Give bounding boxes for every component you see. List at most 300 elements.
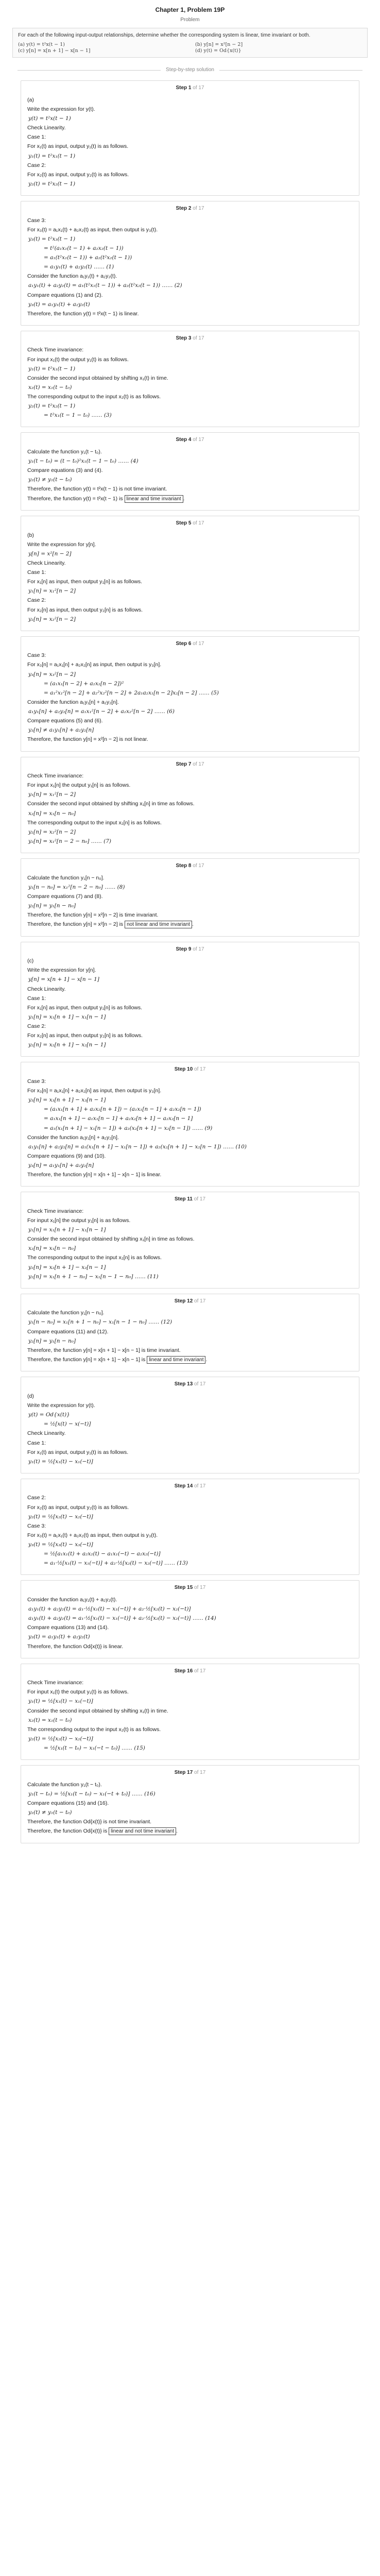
step-header — [27, 946, 353, 953]
step-line-text: Case 1: — [27, 569, 46, 575]
step-text-line — [27, 801, 353, 807]
step-equation — [28, 671, 353, 678]
step-text-line — [27, 1078, 353, 1085]
step-equation — [28, 588, 353, 595]
step-text-line — [27, 1172, 353, 1178]
step-text-line — [27, 1523, 353, 1530]
step-line-text: Consider the second input obtained by shifting x₁(t) in time. — [27, 375, 168, 381]
step-text-line — [27, 773, 353, 779]
step-equation — [28, 384, 353, 391]
step-count: of 17 — [193, 437, 204, 443]
step-count: of 17 — [193, 520, 204, 526]
step-card — [21, 942, 359, 1057]
step-line-text: Check Linearity. — [27, 986, 66, 992]
step-line-text: y₃[n] = a₁y₁[n] + a₂y₂[n] — [28, 1162, 94, 1168]
step-line-text: Case 3: — [27, 652, 46, 659]
step-line-text: Write the expression for y(t). — [27, 1402, 95, 1409]
step-count: of 17 — [193, 85, 204, 91]
step-text-line — [27, 893, 353, 900]
final-answer-box: linear and not time invariant — [109, 1827, 176, 1835]
step-text-line: Therefore, the function y(t) = t²x(t − 1) is linear and time invariant . — [27, 495, 185, 502]
step-line-text: y[n] = x[n + 1] − x[n − 1] — [28, 976, 99, 983]
problem-part-b: (b) y[n] = x²[n − 2] — [195, 42, 243, 47]
step-equation — [28, 1615, 353, 1622]
step-card — [21, 1765, 359, 1843]
step-text-line — [27, 1032, 353, 1039]
step-text-line — [27, 662, 353, 668]
step-line-text: y₃[n] ≠ a₁y₁[n] + a₂y₂[n] — [28, 727, 94, 734]
step-label: Step 2 — [176, 206, 192, 211]
step-line-text: Calculate the function y₁[n − n₀]. — [27, 1310, 105, 1316]
step-line-text: Therefore, the function y(t) = t²x(t − 1) is not time invariant. — [27, 486, 167, 493]
step-line-text: Check Time invariance: — [27, 347, 84, 353]
step-label: Step 5 — [176, 520, 192, 526]
step-equation — [28, 181, 353, 188]
step-equation — [28, 477, 353, 483]
step-text-line — [27, 1023, 353, 1030]
step-equation — [28, 282, 353, 289]
step-line-text: Write the expression for y[n]. — [27, 967, 96, 974]
step-line-text: y₂(t) = t²x₂(t − 1) — [28, 403, 76, 410]
problem-statement — [12, 28, 368, 58]
step-line-text: y₁[n] = x₁²[n − 2] — [28, 588, 76, 595]
step-line-text: For input x₁[n] the output y₁[n] is as follows. — [27, 782, 131, 789]
step-text-line — [27, 1800, 353, 1807]
step-line-text: Case 3: — [27, 1522, 46, 1529]
page-subtitle: Problem — [180, 17, 200, 23]
step-count: of 17 — [194, 1196, 206, 1202]
step-text-line — [27, 162, 353, 169]
step-line-text: The corresponding output to the input x₂[n] is as follows. — [27, 819, 162, 826]
step-line-text: Check Time invariance: — [27, 773, 84, 779]
steps-container — [7, 80, 373, 1843]
step-text-line — [27, 1088, 353, 1094]
step-line-text: Case 1: — [27, 134, 46, 141]
final-answer-box: not linear and time invariant — [125, 921, 192, 928]
step-line-text: Consider the function a₁y₁(t) + a₂y₂(t). — [27, 1596, 117, 1603]
step-header — [27, 1298, 353, 1305]
step-card — [21, 1062, 359, 1187]
step-equation — [28, 1162, 353, 1169]
step-label: Step 15 — [174, 1585, 193, 1591]
step-line-text: y₂[n] = x₂²[n − 2] — [28, 828, 76, 835]
step-line-text: y₃[n] = x₃²[n − 2] — [28, 671, 76, 677]
step-header — [27, 335, 353, 342]
step-count: of 17 — [194, 1770, 206, 1776]
step-line-text: a₁y₁[n] + a₂y₂[n] = a₁(x₁[n + 1] − x₁[n − 1]) + a₂(x₂[n + 1] − x₂[n − 1]) …… (10) — [28, 1143, 247, 1150]
step-text-line — [27, 1134, 353, 1141]
step-line-text: Case 1: — [27, 1439, 46, 1446]
step-line-text: Therefore, the function y[n] = x²[n − 2] is — [27, 921, 124, 928]
step-header — [27, 437, 353, 444]
step-text-line — [27, 958, 353, 964]
step-line-text: Check Time invariance: — [27, 1208, 84, 1214]
step-line-text: y₂[n] = x₁[n + 1 − n₀] − x₁[n − 1 − n₀] …… (11) — [28, 1273, 159, 1280]
step-header — [27, 1381, 353, 1388]
step-line-text: Compare equations (7) and (8). — [27, 893, 103, 900]
step-line-text: x₂[n] = x₁[n − n₀] — [28, 1245, 76, 1252]
step-line-text: y₁[n − n₀] = x₁[n + 1 − n₀] − x₁[n − 1 − n₀] …… (12) — [28, 1319, 172, 1326]
step-equation-continued — [28, 1115, 353, 1122]
step-header — [27, 641, 353, 648]
step-header — [27, 761, 353, 768]
step-text-line — [27, 1708, 353, 1715]
step-text-line — [27, 1153, 353, 1160]
step-label: Step 16 — [174, 1668, 193, 1674]
step-line-text: Case 2: — [27, 162, 46, 168]
step-line-text: For x₁[n] as input, then output y₁[n] is as follows. — [27, 1004, 143, 1011]
step-header — [27, 863, 353, 870]
problem-parts — [18, 42, 362, 54]
step-line-text: Therefore, the function y[n] = x²[n − 2] is time invariant. — [27, 912, 159, 918]
step-line-text: y₂(t) = ½[x₂(t) − x₂(−t)] — [28, 1513, 93, 1520]
step-card — [21, 757, 359, 854]
step-line-text: Consider the second input obtained by shifting x₁[n] in time as follows. — [27, 801, 195, 807]
step-equation — [28, 1097, 353, 1104]
step-line-text: Check Linearity. — [27, 125, 66, 131]
step-line-text: y₁(t) = ½[x₁(t) − x₁(−t)] — [28, 1698, 93, 1705]
step-text-line — [27, 273, 353, 280]
step-count: of 17 — [194, 1668, 206, 1674]
step-line-text: a₁y₁(t) + a₂y₂(t) = a₁·½[x₁(t) − x₁(−t)] + a₂·½[x₂(t) − x₂(−t)] …… (14) — [28, 1615, 216, 1622]
step-line-text: Case 1: — [27, 995, 46, 1002]
step-line-text: Write the expression for y(t). — [27, 106, 95, 112]
step-equation — [28, 1514, 353, 1520]
step-card — [21, 1294, 359, 1372]
step-line-text: y₂[n] = x₂[n + 1] − x₂[n − 1] — [28, 1042, 106, 1048]
step-equation — [28, 1014, 353, 1021]
step-card — [21, 1479, 359, 1575]
step-text-line — [27, 217, 353, 224]
step-header — [27, 1668, 353, 1675]
step-line-text: y₁(t) = t²x₁(t − 1) — [28, 152, 76, 159]
step-text-line — [27, 1430, 353, 1437]
step-equation — [28, 1736, 353, 1742]
step-line-text: Therefore, the function Od{x(t)} is linear. — [27, 1643, 124, 1650]
step-line-text: For x₃[n] = a₁x₁[n] + a₂x₂[n] as input, then output is y₃[n]. — [27, 1088, 162, 1094]
step-line-text: The corresponding output to the input x₂[n] is as follows. — [27, 1255, 162, 1261]
step-line-text: (d) — [27, 1393, 34, 1399]
step-text-line — [27, 699, 353, 706]
step-line-text: Compare equations (15) and (16). — [27, 1800, 109, 1806]
step-text-line — [27, 1532, 353, 1539]
step-line-text: = a₁y₁(t) + a₂y₂(t) …… (1) — [44, 264, 114, 270]
step-text-line — [27, 1819, 353, 1825]
step-equation — [28, 1412, 353, 1418]
step-line-text: Therefore, the function y(t) = t²x(t − 1) is linear. — [27, 310, 139, 317]
page-title: Chapter 1, Problem 19P — [155, 6, 225, 13]
step-line-text: Therefore, the function y[n] = x²[n − 2] is not linear. — [27, 736, 148, 743]
step-line-text: y₁(t − t₀) = (t − t₀)²x₁(t − 1 − t₀) …… (4) — [28, 458, 139, 464]
step-line-text: Case 3: — [27, 1078, 46, 1084]
step-line-text: = t²(a₁x₁(t − 1) + a₂x₂(t − 1)) — [44, 245, 124, 251]
step-text-line — [27, 736, 353, 743]
step-equation — [28, 236, 353, 243]
step-card — [21, 636, 359, 752]
step-text-line — [27, 560, 353, 567]
step-line-text: For x₂(t) as input, output y₂(t) is as follows. — [27, 171, 129, 178]
step-line-text: = a₁(x₁[n + 1] − x₁[n − 1]) + a₂(x₂[n + 1] − x₂[n − 1]) …… (9) — [44, 1125, 213, 1131]
step-line-text: y₁[n] = x₁[n + 1] − x₁[n − 1] — [28, 1013, 106, 1020]
step-line-text: x₂[n] = x₁[n − n₀] — [28, 810, 76, 817]
step-label: Step 1 — [176, 85, 192, 91]
step-equation — [28, 1264, 353, 1271]
step-card — [21, 201, 359, 326]
step-line-text: (a) — [27, 96, 34, 103]
step-line-text: y₂[n] = x₁²[n − 2 − n₀] …… (7) — [28, 838, 112, 844]
step-text-line — [27, 541, 353, 548]
step-count: of 17 — [193, 946, 204, 952]
step-text-line — [27, 227, 353, 233]
step-line-text: Check Linearity. — [27, 1430, 66, 1437]
step-line-text: Case 2: — [27, 1495, 46, 1501]
final-answer-box: linear and time invariant — [125, 495, 183, 503]
step-text-line — [27, 172, 353, 178]
step-text-line — [27, 652, 353, 659]
step-line-text: Therefore, the function Od{x(t)} is not time invariant. — [27, 1819, 152, 1825]
step-equation-continued — [28, 1560, 353, 1567]
step-equation-continued — [28, 1421, 353, 1428]
step-line-text: y[n] = x²[n − 2] — [28, 550, 72, 557]
step-equation — [28, 551, 353, 557]
step-text-line — [27, 1347, 353, 1354]
step-text-line — [27, 1310, 353, 1316]
step-equation — [28, 727, 353, 734]
step-text-line — [27, 1236, 353, 1243]
problem-text: For each of the following input-output relationships, determine whether the corresponding system is linear, time invariant or both. — [18, 32, 310, 38]
step-text-line — [27, 607, 353, 614]
step-header — [27, 1196, 353, 1203]
step-line-text: y₃(t) = t²x₃(t − 1) — [28, 235, 76, 242]
step-label: Step 6 — [176, 640, 192, 647]
step-line-text: y₃(t) = ½[x₃(t) − x₃(−t)] — [28, 1541, 93, 1548]
step-line-text: For x₂[n] as input, then output y₂[n] is as follows. — [27, 606, 143, 613]
step-line-text: = ½[x₁(t − t₀) − x₁(−t − t₀)] …… (15) — [44, 1745, 145, 1751]
step-line-text: y₂(t) = ½[x₂(t) − x₂(−t)] — [28, 1735, 93, 1742]
step-line-text: Check Linearity. — [27, 560, 66, 566]
step-text-line — [27, 995, 353, 1002]
step-header — [27, 206, 353, 212]
step-count: of 17 — [193, 761, 204, 767]
step-text-line — [27, 143, 353, 150]
step-line-text: For input x₁[n] the output y₁[n] is as follows. — [27, 1217, 131, 1224]
step-text-line — [27, 1329, 353, 1335]
step-line-text: y₁(t) = t²x₁(t − 1) — [28, 365, 76, 372]
step-text-line — [27, 820, 353, 826]
step-count: of 17 — [194, 1298, 206, 1304]
step-line-text: y₁[n] = x₁[n + 1] − x₁[n − 1] — [28, 1227, 106, 1233]
step-equation — [28, 1541, 353, 1548]
step-line-text: y₁[n] = x₁²[n − 2] — [28, 791, 76, 798]
step-text-line — [27, 1255, 353, 1261]
step-count: of 17 — [193, 863, 204, 869]
step-text-line — [27, 569, 353, 576]
step-line-text: Calculate the function y₁(t − t₀). — [27, 448, 102, 455]
step-line-text: Therefore, the function y[n] = x[n + 1] − x[n − 1] is — [27, 1356, 146, 1363]
step-label: Step 10 — [174, 1066, 193, 1073]
step-equation — [28, 1634, 353, 1640]
step-text-line — [27, 1495, 353, 1501]
step-line-text: y(t) = Od{x(t)} — [28, 1412, 70, 1418]
step-line-text: y₂(t) = t²x₂(t − 1) — [28, 180, 76, 187]
step-text-line — [27, 375, 353, 382]
step-line-text: y₃[n] = x₃[n + 1] − x₃[n − 1] — [28, 1097, 106, 1104]
step-line-text: = (a₁x₁[n + 1] + a₂x₂[n + 1]) − (a₁x₁[n − 1] + a₂x₂[n − 1]) — [44, 1106, 201, 1113]
step-line-text: = ½[a₁x₁(t) + a₂x₂(t) − a₁x₁(−t) − a₂x₂(−t)] — [44, 1551, 161, 1557]
step-card — [21, 432, 359, 511]
step-line-text: For x₃(t) = a₁x₁(t) + a₂x₂(t) as input, then output is y₃(t). — [27, 1532, 158, 1538]
step-line-text: For input x₁(t) the output y₁(t) is as follows. — [27, 1689, 129, 1696]
step-line-text: = a₁²x₁²[n − 2] + a₂²x₂²[n − 2] + 2a₁a₂x₁[n − 2]x₂[n − 2] …… (5) — [44, 689, 219, 696]
step-text-line — [27, 912, 353, 919]
step-text-line — [27, 1440, 353, 1447]
step-line-text: For x₂(t) as input, output y₂(t) is as follows. — [27, 1504, 129, 1511]
step-line-text: Therefore, the function Od{x(t)} is — [27, 1828, 108, 1835]
step-equation — [28, 1717, 353, 1724]
step-line-text: Case 3: — [27, 217, 46, 224]
step-text-line — [27, 875, 353, 882]
step-line-text: For x₁(t) as input, output y₁(t) is as follows. — [27, 143, 129, 150]
step-line-text: For x₁(t) as input, output y₁(t) is as follows. — [27, 1449, 129, 1455]
step-line-text: y₃(t) = a₁y₁(t) + a₂y₂(t) — [28, 301, 90, 308]
step-line-text: (b) — [27, 532, 34, 538]
step-text-line — [27, 1726, 353, 1733]
step-line-text: Consider the second input obtained by shifting x₁(t) in time. — [27, 1707, 168, 1714]
step-card — [21, 858, 359, 937]
step-line-text: Compare equations (11) and (12). — [27, 1328, 109, 1335]
step-line-text: x₂(t) = x₁(t − t₀) — [28, 384, 72, 391]
step-text-line — [27, 1680, 353, 1686]
step-equation — [28, 1791, 353, 1798]
step-header — [27, 1483, 353, 1490]
step-equation — [28, 1042, 353, 1048]
step-equation — [28, 838, 353, 845]
step-header — [27, 1585, 353, 1591]
solution-divider-label: Step-by-step solution — [166, 66, 214, 73]
step-text-line — [27, 597, 353, 604]
step-text-line — [27, 1597, 353, 1603]
step-text-line — [27, 718, 353, 724]
step-line-text: Case 2: — [27, 597, 46, 604]
step-line-text: Therefore, the function y[n] = x[n + 1] − x[n − 1] is linear. — [27, 1172, 162, 1178]
step-equation-continued — [28, 264, 353, 270]
step-line-text: = ½[x(t) − x(−t)] — [44, 1421, 91, 1428]
step-text-line — [27, 1393, 353, 1400]
step-text-line — [27, 1782, 353, 1788]
step-text-line — [27, 486, 353, 493]
step-text-line — [27, 134, 353, 141]
step-text-line — [27, 1402, 353, 1409]
step-equation — [28, 153, 353, 160]
step-equation — [28, 708, 353, 715]
step-card — [21, 1580, 359, 1658]
step-line-text: a₁y₁(t) + a₂y₂(t) = a₁(t²x₁(t − 1)) + a₂(t²x₂(t − 1)) …… (2) — [28, 282, 182, 289]
step-equation — [28, 884, 353, 891]
step-text-line — [27, 532, 353, 539]
step-count: of 17 — [194, 1585, 206, 1591]
step-line-text: = (a₁x₁[n − 2] + a₂x₂[n − 2])² — [44, 680, 124, 687]
step-line-text: = a₁·½[x₁(t) − x₁(−t)] + a₂·½[x₂(t) − x₂(−t)] …… (13) — [44, 1560, 188, 1567]
step-text-line: Therefore, the function y[n] = x[n + 1] − x[n − 1] is linear and time invariant . — [27, 1356, 208, 1363]
step-line-text: y₂[n] = x₂[n + 1] − x₂[n − 1] — [28, 1264, 106, 1270]
step-text-line — [27, 1643, 353, 1650]
step-line-text: For input x₁(t) the output y₁(t) is as follows. — [27, 356, 129, 363]
step-line-text: Check Time invariance: — [27, 1680, 84, 1686]
step-card — [21, 331, 359, 428]
step-text-line — [27, 1449, 353, 1456]
step-line-text: Consider the function a₁y₁[n] + a₂y₂[n]. — [27, 699, 119, 705]
step-equation — [28, 1144, 353, 1150]
step-line-text: y₃(t) = a₁y₁(t) + a₂y₂(t) — [28, 1634, 90, 1640]
step-card — [21, 1192, 359, 1289]
step-line-text: Consider the function a₁y₁[n] + a₂y₂[n]. — [27, 1134, 119, 1141]
step-count: of 17 — [193, 335, 204, 341]
step-equation — [28, 115, 353, 122]
step-line-text: y₁(t − t₀) = ½[x₁(t − t₀) − x₁(−t + t₀)] …… (16) — [28, 1790, 156, 1797]
step-equation — [28, 301, 353, 308]
step-line-text: Therefore, the function y(t) = t²x(t − 1) is — [27, 495, 123, 502]
step-text-line — [27, 311, 353, 317]
step-text-line — [27, 1217, 353, 1224]
step-line-text: For x₃(t) = a₁x₁(t) + a₂x₂(t) as input, then output is y₃(t). — [27, 226, 158, 233]
step-card — [21, 1377, 359, 1473]
step-label: Step 14 — [174, 1483, 193, 1489]
step-label: Step 4 — [176, 437, 192, 443]
step-line-text: Compare equations (9) and (10). — [27, 1153, 106, 1159]
step-line-text: Write the expression for y[n]. — [27, 541, 96, 548]
step-count: of 17 — [194, 1066, 206, 1073]
solution-divider — [18, 67, 362, 74]
step-equation-continued — [28, 1551, 353, 1557]
step-text-line — [27, 106, 353, 113]
step-line-text: x₂(t) = x₁(t − t₀) — [28, 1717, 72, 1723]
step-text-line — [27, 347, 353, 353]
step-label: Step 13 — [174, 1381, 193, 1387]
step-equation-continued — [28, 681, 353, 687]
step-equation — [28, 1227, 353, 1233]
step-line-text: = t²x₁(t − 1 − t₀) …… (3) — [44, 412, 112, 419]
step-count: of 17 — [193, 206, 204, 211]
step-text-line — [27, 449, 353, 455]
step-card — [21, 516, 359, 631]
problem-part-c: (c) y[n] = x[n + 1] − x[n − 1] — [18, 47, 91, 54]
step-text-line — [27, 125, 353, 131]
step-label: Step 11 — [174, 1196, 193, 1202]
step-text-line — [27, 579, 353, 585]
step-equation — [28, 791, 353, 798]
step-text-line — [27, 967, 353, 974]
step-equation — [28, 810, 353, 817]
step-header — [27, 85, 353, 92]
step-label: Step 12 — [174, 1298, 193, 1304]
step-line-text: y(t) = t²x(t − 1) — [28, 115, 71, 122]
step-line-text: Case 2: — [27, 1023, 46, 1029]
step-text-line — [27, 1624, 353, 1631]
step-header — [27, 1066, 353, 1073]
step-line-text: y₂[n] = x₂²[n − 2] — [28, 616, 76, 622]
step-text-line — [27, 97, 353, 104]
step-line-text: The corresponding output to the input x₂(t) is as follows. — [27, 394, 161, 400]
step-line-text: y₁[n − n₀] = x₁²[n − 2 − n₀] …… (8) — [28, 884, 125, 890]
step-header — [27, 1770, 353, 1776]
step-count: of 17 — [193, 640, 204, 647]
step-label: Step 17 — [174, 1770, 193, 1776]
step-equation — [28, 1606, 353, 1613]
step-equation — [28, 1274, 353, 1280]
step-equation — [28, 1459, 353, 1465]
step-equation-continued — [28, 245, 353, 252]
step-equation — [28, 403, 353, 410]
